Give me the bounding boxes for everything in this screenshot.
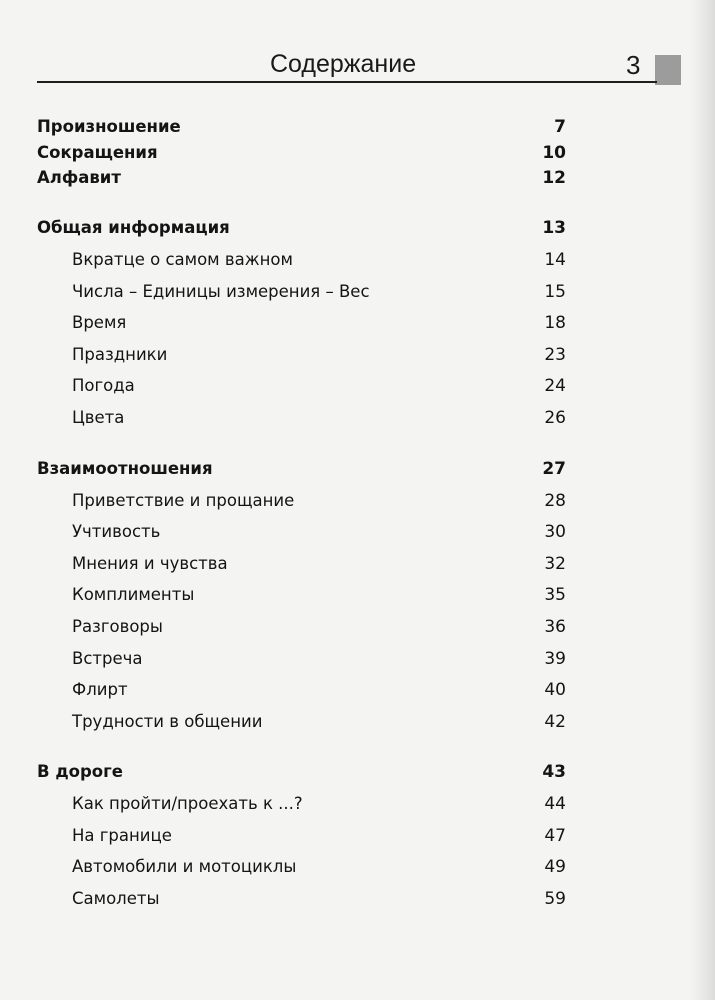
toc-entry-label: Цвета xyxy=(72,408,125,427)
toc-entry xyxy=(0,889,715,915)
toc-entry-page: 12 xyxy=(542,168,566,188)
toc-entry xyxy=(0,313,715,339)
toc-entry-label: В дороге xyxy=(37,762,123,781)
header-rule xyxy=(37,81,657,83)
toc-entry-label: Самолеты xyxy=(72,889,160,908)
toc-entry xyxy=(0,117,715,143)
toc-entry-page: 42 xyxy=(544,712,566,732)
toc-entry-page: 40 xyxy=(544,680,566,700)
toc-entry-label: Числа – Единицы измерения – Вес xyxy=(72,282,370,301)
toc-entry xyxy=(0,826,715,852)
toc-entry xyxy=(0,459,715,485)
toc-entry-page: 18 xyxy=(544,313,566,333)
toc-entry-label: Флирт xyxy=(72,680,128,699)
toc-entry-label: Общая информация xyxy=(37,218,230,237)
toc-entry-label: Трудности в общении xyxy=(72,712,263,731)
toc-entry-page: 14 xyxy=(544,250,566,270)
toc-entry-page: 7 xyxy=(554,117,566,137)
toc-entry-page: 32 xyxy=(544,554,566,574)
toc-entry xyxy=(0,168,715,194)
toc-entry-label: Погода xyxy=(72,376,135,395)
toc-entry-label: На границе xyxy=(72,826,172,845)
toc-entry xyxy=(0,680,715,706)
toc-entry-page: 10 xyxy=(542,143,566,163)
toc-entry xyxy=(0,143,715,169)
toc-entry-label: Учтивость xyxy=(72,522,161,541)
toc-entry-label: Автомобили и мотоциклы xyxy=(72,857,297,876)
toc-entry-page: 43 xyxy=(542,762,566,782)
toc-entry-page: 36 xyxy=(544,617,566,637)
toc-entry-page: 13 xyxy=(542,218,566,238)
toc-entry-page: 26 xyxy=(544,408,566,428)
toc-entry-page: 59 xyxy=(544,889,566,909)
toc-entry-label: Разговоры xyxy=(72,617,163,636)
toc-entry-page: 39 xyxy=(544,649,566,669)
toc-entry-page: 47 xyxy=(544,826,566,846)
toc-entry xyxy=(0,282,715,308)
toc-entry-page: 24 xyxy=(544,376,566,396)
page-title: Содержание xyxy=(270,50,417,78)
toc-entry xyxy=(0,376,715,402)
toc-entry-page: 27 xyxy=(542,459,566,479)
toc-entry-label: Комплименты xyxy=(72,585,195,604)
toc-entry-label: Алфавит xyxy=(37,168,121,187)
toc-entry-label: Вкратце о самом важном xyxy=(72,250,293,269)
toc-entry-label: Как пройти/проехать к ...? xyxy=(72,794,303,813)
toc-entry-label: Сокращения xyxy=(37,143,158,162)
toc-entry xyxy=(0,794,715,820)
toc-entry xyxy=(0,554,715,580)
toc-entry-label: Время xyxy=(72,313,127,332)
toc-entry xyxy=(0,345,715,371)
toc-entry-page: 23 xyxy=(544,345,566,365)
toc-entry xyxy=(0,522,715,548)
toc-entry xyxy=(0,491,715,517)
toc-entry xyxy=(0,218,715,244)
toc-entry xyxy=(0,762,715,788)
toc-entry-label: Приветствие и прощание xyxy=(72,491,295,510)
toc-entry xyxy=(0,712,715,738)
toc-entry-label: Произношение xyxy=(37,117,181,136)
toc-entry-label: Мнения и чувства xyxy=(72,554,228,573)
page-number: 3 xyxy=(626,50,641,80)
toc-entry xyxy=(0,408,715,434)
toc-entry-page: 49 xyxy=(544,857,566,877)
toc-entry xyxy=(0,649,715,675)
toc-entry xyxy=(0,250,715,276)
toc-entry xyxy=(0,617,715,643)
toc-entry xyxy=(0,585,715,611)
toc-entry xyxy=(0,857,715,883)
toc-entry-label: Встреча xyxy=(72,649,143,668)
toc-entry-label: Праздники xyxy=(72,345,168,364)
toc-entry-label: Взаимоотношения xyxy=(37,459,213,478)
thumb-index-tab xyxy=(655,55,681,85)
toc-entry-page: 30 xyxy=(544,522,566,542)
toc-entry-page: 15 xyxy=(544,282,566,302)
toc-entry-page: 28 xyxy=(544,491,566,511)
toc-entry-page: 44 xyxy=(544,794,566,814)
toc-entry-page: 35 xyxy=(544,585,566,605)
